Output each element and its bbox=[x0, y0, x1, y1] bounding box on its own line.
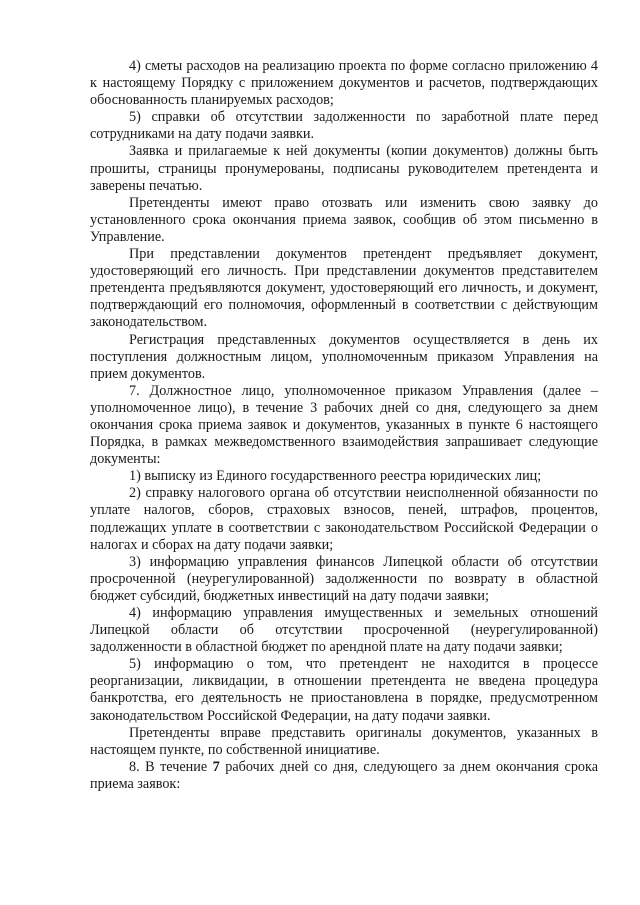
paragraph-item-4-estimates: 4) сметы расходов на реализацию проекта по форме согласно приложению 4 к настоящему Порядку с приложением документов и расчетов, подтверждающих обоснованность планируемых расходов; bbox=[90, 58, 598, 109]
paragraph-clause-7-item-4: 4) информацию управления имущественных и земельных отношений Липецкой области об отсутствии просроченной (неурегулированной) задолженности в областной бюджет по арендной плате на дату подачи заявки; bbox=[90, 605, 598, 656]
document-page bbox=[90, 58, 598, 793]
paragraph-clause-7-item-1: 1) выписку из Единого государственного реестра юридических лиц; bbox=[129, 468, 542, 485]
paragraph-clause-7-item-3: 3) информацию управления финансов Липецкой области об отсутствии просроченной (неурегулированной) задолженности по возврату в областной бюджет субсидий, бюджетных инвестиций на дату подачи заявки; bbox=[90, 553, 598, 604]
clause-8-text-end: рабочих дней со дня, следующего за днем окончания срока приема заявок: bbox=[90, 758, 598, 792]
paragraph-clause-7: 7. Должностное лицо, уполномоченное приказом Управления (далее – уполномоченное лицо), в течение 3 рабочих дней со дня, следующего за днем окончания срока приема заявок и документов, указанных в пункте 6 настоящего Порядка, в рамках межведомственного взаимодействия запрашивает следующие документы: bbox=[90, 382, 598, 468]
paragraph-withdraw-application: Претенденты имеют право отозвать или изменить свою заявку до установленного срока окончания приема заявок, сообщив об этом письменно в Управление. bbox=[90, 194, 598, 245]
paragraph-registration: Регистрация представленных документов осуществляется в день их поступления должностным лицом, уполномоченным приказом Управления на прием документов. bbox=[90, 331, 598, 382]
paragraph-clause-7-item-5: 5) информацию о том, что претендент не находится в процессе реорганизации, ликвидации, в отношении претендента не введена процедура банкротства, его деятельность не приостановлена в порядке, предусмотренном законодательством Российской Федерации, на дату подачи заявки. bbox=[90, 656, 598, 724]
paragraph-identity-documents: При представлении документов претендент предъявляет документ, удостоверяющий его личность. При представлении документов представителем претендента предъявляются документ, удостоверяющий его личность, и документ, подтверждающий его полномочия, оформленный в соответствии с действующим законодательством. bbox=[90, 246, 598, 331]
paragraph-item-5-salary-certificate: 5) справки об отсутствии задолженности по заработной плате перед сотрудниками на дату подачи заявки. bbox=[90, 109, 598, 143]
clause-8-days-count: 7 bbox=[212, 758, 220, 775]
paragraph-originals: Претенденты вправе представить оригиналы документов, указанных в настоящем пункте, по собственной инициативе. bbox=[90, 724, 598, 758]
clause-8-text-start: 8. В течение bbox=[129, 758, 213, 775]
paragraph-application-binding: Заявка и прилагаемые к ней документы (копии документов) должны быть прошиты, страницы пронумерованы, подписаны руководителем претендента и заверены печатью. bbox=[90, 143, 598, 194]
paragraph-clause-7-item-2: 2) справку налогового органа об отсутствии неисполненной обязанности по уплате налогов, сборов, страховых взносов, пеней, штрафов, процентов, подлежащих уплате в соответствии с законодательством Российской Федерации о налогах и сборах на дату подачи заявки; bbox=[90, 485, 598, 553]
paragraph-clause-8 bbox=[90, 759, 598, 793]
